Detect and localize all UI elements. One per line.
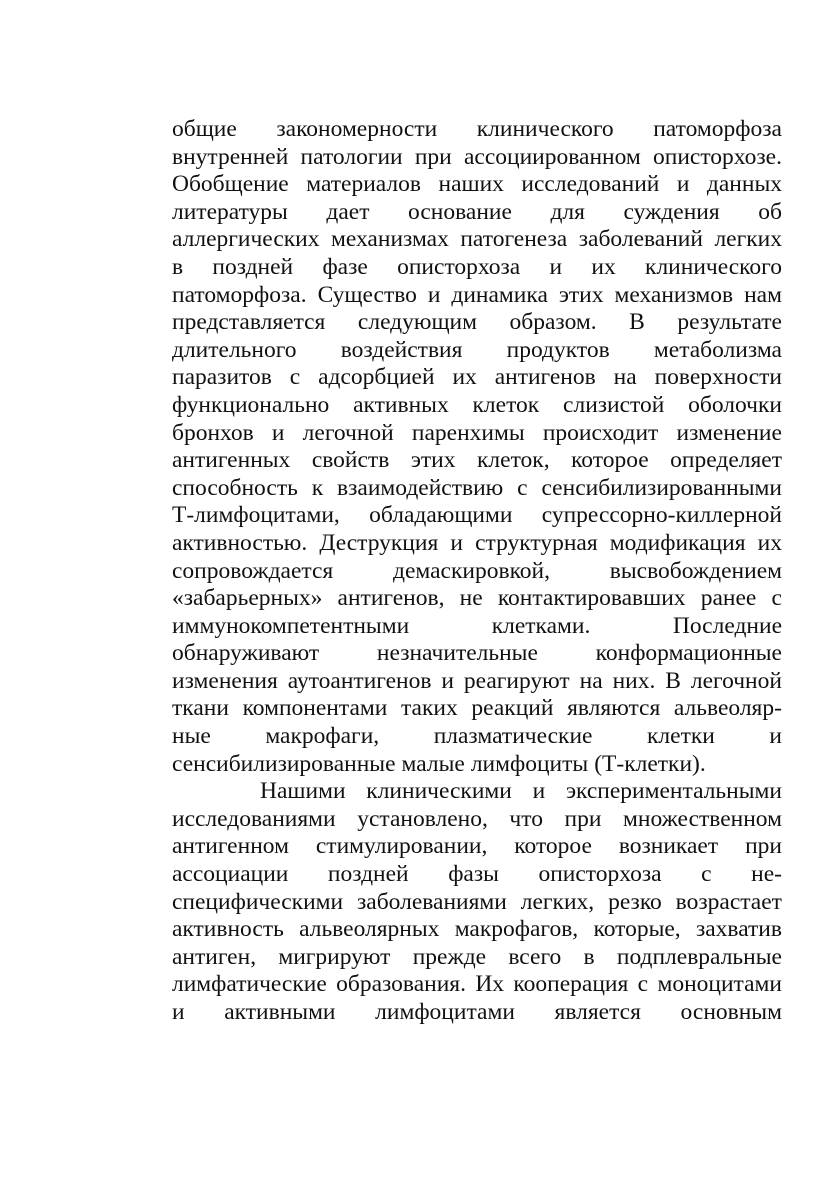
text-line: общие закономерности клинического патоморфоза [172, 116, 782, 142]
text-line: функционально активных клеток слизистой оболочки [172, 391, 782, 418]
text-line: специфическими заболеваниями легких, резко возрастает [172, 888, 782, 915]
text-line: иммунокомпетентными клетками. Последние [172, 612, 782, 639]
text-line: антиген, мигрируют прежде всего в подплевральные [172, 943, 782, 970]
text-line: представляется следующим образом. В результате [172, 309, 782, 336]
text-line: антигенных свойств этих клеток, которое определяет [172, 447, 782, 474]
text-line: в поздней фазе описторхоза и их клинического [172, 253, 782, 280]
text-line: внутренней патологии при ассоциированном описторхозе. [172, 143, 782, 170]
text-line: и активными лимфоцитами является основным [172, 999, 782, 1025]
text-line: исследованиями установлено, что при множественном [172, 805, 782, 832]
text-line: патоморфоза. Существо и динамика этих механизмов нам [172, 281, 782, 308]
text-line: литературы дает основание для суждения об [172, 198, 782, 225]
text-line: активностью. Деструкция и структурная модификация их [172, 529, 782, 556]
text-line: паразитов с адсорбцией их антигенов на поверхности [172, 364, 782, 391]
text-line: «забарьерных» антигенов, не контактировавших ранее с [172, 585, 782, 612]
text-line: ные макрофаги, плазматические клетки и [172, 723, 782, 750]
text-line: аллергических механизмах патогенеза заболеваний легких [172, 226, 782, 253]
text-line: сопровождается демаскировкой, высвобождением [172, 557, 782, 584]
text-line: антигенном стимулировании, которое возникает при [172, 833, 782, 860]
text-line: лимфатические образования. Их кооперация с моноцитами [172, 971, 782, 998]
text-line: ассоциации поздней фазы описторхоза с не- [172, 861, 782, 888]
text-line: ткани компонентами таких реакций являются альвеоляр- [172, 695, 782, 722]
body-text [172, 116, 782, 1027]
text-line: Нашими клиническими и экспериментальными [260, 778, 782, 805]
text-line: бронхов и легочной паренхимы происходит изменение [172, 419, 782, 446]
text-line: способность к взаимодействию с сенсибилизированными [172, 474, 782, 501]
text-line: изменения аутоантигенов и реагируют на них. В легочной [172, 667, 782, 694]
text-line: сенсибилизированные малые лимфоциты (Т-клетки). [172, 750, 706, 777]
text-line: Т-лимфоцитами, обладающими супрессорно-киллерной [172, 502, 782, 529]
text-line: длительного воздействия продуктов метаболизма [172, 336, 782, 363]
text-line: Обобщение материалов наших исследований и данных [172, 171, 782, 198]
text-line: обнаруживают незначительные конформационные [172, 640, 782, 667]
text-line: активность альвеолярных макрофагов, которые, захватив [172, 916, 782, 943]
